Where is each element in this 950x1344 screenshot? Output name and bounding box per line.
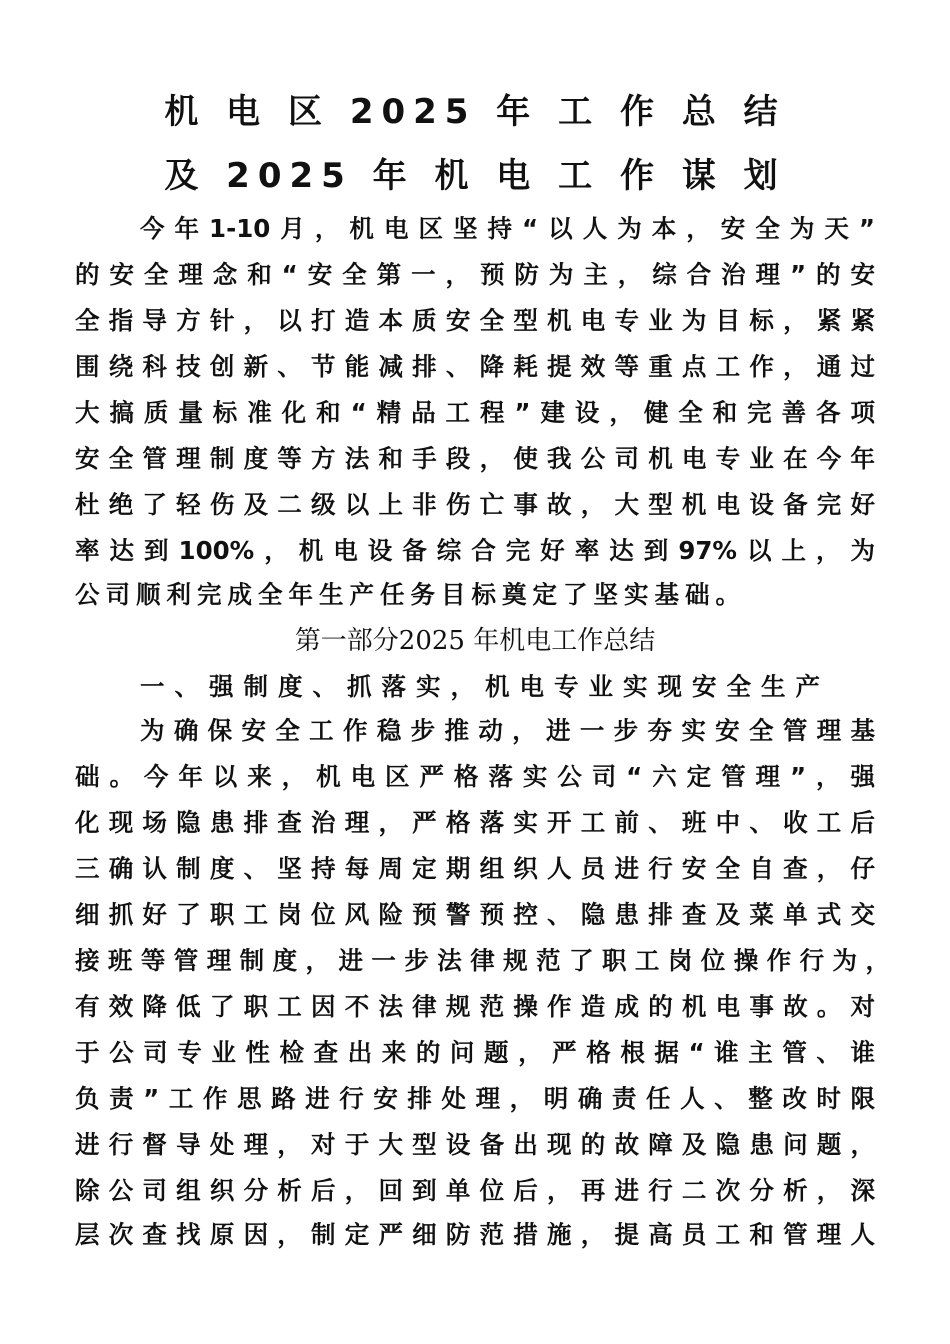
intro-paragraph-line: 围绕科技创新、节能减排、降耗提效等重点工作，通过 bbox=[75, 352, 875, 381]
section-one-paragraph-line: 层次查找原因，制定严细防范措施，提高员工和管理人 bbox=[75, 1220, 875, 1249]
section-one-paragraph-line: 三确认制度、坚持每周定期组织人员进行安全自查，仔 bbox=[75, 854, 875, 883]
section-one-paragraph-line: 除公司组织分析后，回到单位后，再进行二次分析，深 bbox=[75, 1176, 875, 1205]
document-title-line-1: 机 电 区 2025 年 工 作 总 结 bbox=[164, 92, 786, 132]
section-one-paragraph-line: 接班等管理制度，进一步法律规范了职工岗位操作行为， bbox=[75, 946, 890, 975]
intro-paragraph-line: 率达到100%，机电设备综合完好率达到97%以上，为 bbox=[75, 536, 875, 565]
intro-paragraph-line: 今年1-10月，机电区坚持“以人为本，安全为天” bbox=[140, 214, 875, 243]
section-one-paragraph-line: 进行督导处理，对于大型设备出现的故障及隐患问题， bbox=[75, 1130, 875, 1159]
section-one-paragraph-line: 于公司专业性检查出来的问题，严格根据“谁主管、谁 bbox=[75, 1038, 875, 1067]
section-one-paragraph-line: 础。今年以来，机电区严格落实公司“六定管理”，强 bbox=[75, 762, 875, 791]
document-title-line-2: 及 2025 年 机 电 工 作 谋 划 bbox=[164, 156, 786, 196]
section-one-heading: 一、强制度、抓落实，机电专业实现安全生产 bbox=[140, 672, 820, 701]
intro-paragraph-line: 的安全理念和“安全第一，预防为主，综合治理”的安 bbox=[75, 260, 875, 289]
intro-paragraph-line: 公司顺利完成全年生产任务目标奠定了坚实基础。 bbox=[75, 580, 746, 609]
intro-paragraph-line: 大搞质量标准化和“精品工程”建设，健全和完善各项 bbox=[75, 398, 875, 427]
intro-paragraph-line: 全指导方针，以打造本质安全型机电专业为目标，紧紧 bbox=[75, 306, 875, 335]
section-one-paragraph-line: 为确保安全工作稳步推动，进一步夯实安全管理基 bbox=[140, 716, 875, 745]
part-one-title: 第一部分2025 年机电工作总结 bbox=[294, 626, 656, 656]
section-one-paragraph-line: 负责”工作思路进行安排处理，明确责任人、整改时限 bbox=[75, 1084, 875, 1113]
section-one-paragraph-line: 有效降低了职工因不法律规范操作造成的机电事故。对 bbox=[75, 992, 875, 1021]
intro-paragraph-line: 杜绝了轻伤及二级以上非伤亡事故，大型机电设备完好 bbox=[75, 490, 875, 519]
intro-paragraph-line: 安全管理制度等方法和手段，使我公司机电专业在今年 bbox=[75, 444, 875, 473]
section-one-paragraph-line: 化现场隐患排查治理，严格落实开工前、班中、收工后 bbox=[75, 808, 875, 837]
section-one-paragraph-line: 细抓好了职工岗位风险预警预控、隐患排查及菜单式交 bbox=[75, 900, 875, 929]
